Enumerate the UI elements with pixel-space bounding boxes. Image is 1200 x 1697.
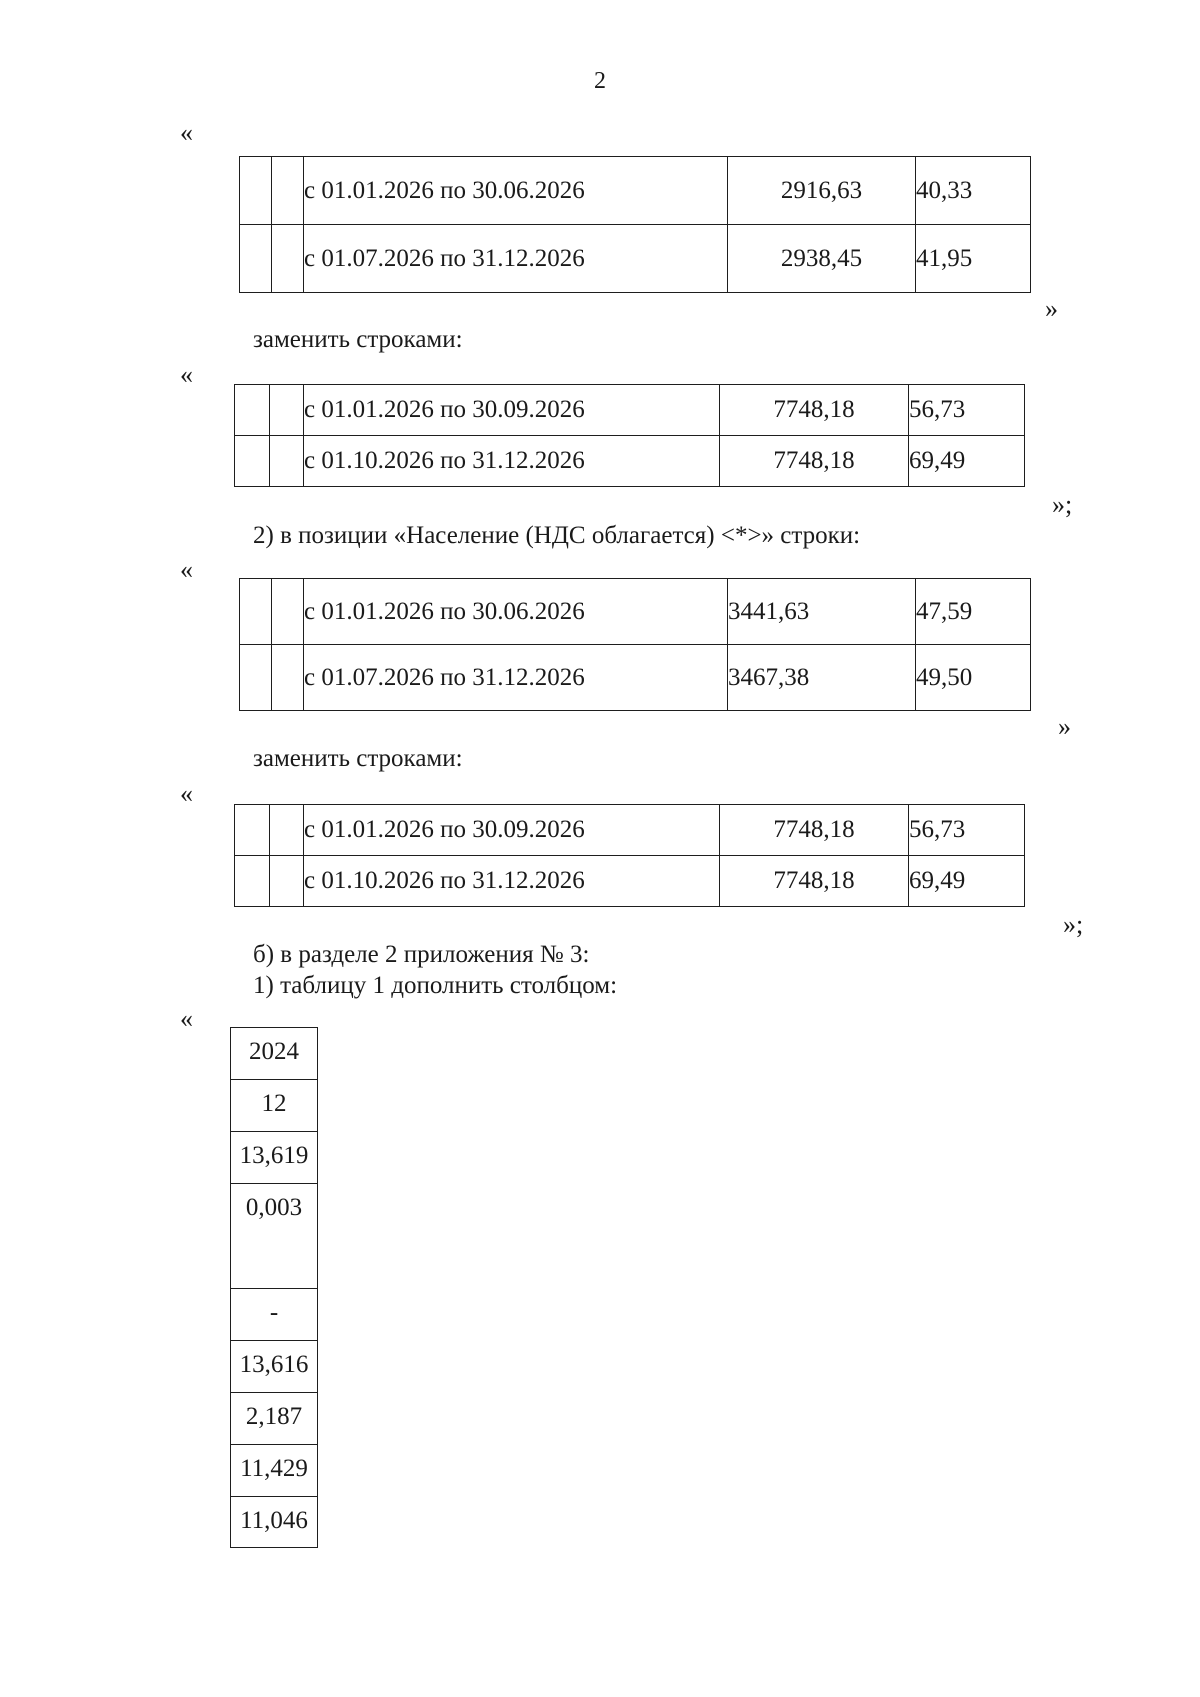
table-row bbox=[235, 385, 1025, 436]
close-quote-semicolon: »; bbox=[1052, 490, 1073, 519]
open-quote: « bbox=[180, 118, 193, 147]
close-quote: » bbox=[1045, 294, 1058, 323]
table-row bbox=[231, 1080, 318, 1132]
empty-cell bbox=[240, 645, 272, 711]
period-cell: с 01.07.2026 по 31.12.2026 bbox=[304, 225, 728, 293]
table-row bbox=[240, 157, 1031, 225]
table-row bbox=[231, 1445, 318, 1497]
tariff-table-new-2 bbox=[234, 804, 1025, 907]
additional-column-table bbox=[230, 1027, 318, 1548]
rate-cell: 56,73 bbox=[909, 385, 1025, 436]
tariff-value-cell: 3441,63 bbox=[728, 579, 916, 645]
rate-cell: 41,95 bbox=[916, 225, 1031, 293]
table-row bbox=[240, 225, 1031, 293]
close-quote: » bbox=[1058, 712, 1071, 741]
open-quote: « bbox=[180, 555, 193, 584]
column-cell: 0,003 bbox=[231, 1184, 318, 1289]
open-quote: « bbox=[180, 1004, 193, 1033]
tariff-table-original-2 bbox=[239, 578, 1031, 711]
column-cell: 12 bbox=[231, 1080, 318, 1132]
tariff-value-cell: 2938,45 bbox=[728, 225, 916, 293]
empty-cell bbox=[235, 436, 270, 487]
empty-cell bbox=[272, 579, 304, 645]
tariff-value-cell: 7748,18 bbox=[720, 805, 909, 856]
column-cell: 11,429 bbox=[231, 1445, 318, 1497]
rate-cell: 56,73 bbox=[909, 805, 1025, 856]
tariff-value-cell: 7748,18 bbox=[720, 385, 909, 436]
period-cell: с 01.10.2026 по 31.12.2026 bbox=[304, 436, 720, 487]
period-cell: с 01.01.2026 по 30.09.2026 bbox=[304, 385, 720, 436]
empty-cell bbox=[235, 856, 270, 907]
period-cell: с 01.10.2026 по 31.12.2026 bbox=[304, 856, 720, 907]
page-number: 2 bbox=[594, 68, 606, 94]
table-row bbox=[231, 1289, 318, 1341]
empty-cell bbox=[235, 385, 270, 436]
empty-cell bbox=[270, 436, 304, 487]
tariff-value-cell: 7748,18 bbox=[720, 856, 909, 907]
column-cell: 2024 bbox=[231, 1028, 318, 1080]
empty-cell bbox=[270, 385, 304, 436]
empty-cell bbox=[240, 225, 272, 293]
column-cell: 2,187 bbox=[231, 1393, 318, 1445]
table-row bbox=[231, 1028, 318, 1080]
table-row bbox=[240, 579, 1031, 645]
column-cell: 13,619 bbox=[231, 1132, 318, 1184]
rate-cell: 49,50 bbox=[916, 645, 1031, 711]
column-cell: 11,046 bbox=[231, 1497, 318, 1548]
section-b-paragraph: б) в разделе 2 приложения № 3: bbox=[253, 941, 590, 968]
table-row bbox=[235, 805, 1025, 856]
empty-cell bbox=[235, 805, 270, 856]
column-cell: 13,616 bbox=[231, 1341, 318, 1393]
period-cell: с 01.01.2026 по 30.09.2026 bbox=[304, 805, 720, 856]
rate-cell: 69,49 bbox=[909, 856, 1025, 907]
empty-cell bbox=[272, 645, 304, 711]
open-quote: « bbox=[180, 360, 193, 389]
table-row bbox=[231, 1132, 318, 1184]
period-cell: с 01.01.2026 по 30.06.2026 bbox=[304, 579, 728, 645]
table-row bbox=[231, 1341, 318, 1393]
empty-cell bbox=[270, 805, 304, 856]
period-cell: с 01.01.2026 по 30.06.2026 bbox=[304, 157, 728, 225]
empty-cell bbox=[272, 157, 304, 225]
tariff-value-cell: 2916,63 bbox=[728, 157, 916, 225]
table-row bbox=[231, 1184, 318, 1289]
table-row bbox=[231, 1393, 318, 1445]
table-row bbox=[240, 645, 1031, 711]
tariff-value-cell: 3467,38 bbox=[728, 645, 916, 711]
tariff-value-cell: 7748,18 bbox=[720, 436, 909, 487]
tariff-table-original-1 bbox=[239, 156, 1031, 293]
rate-cell: 69,49 bbox=[909, 436, 1025, 487]
replace-instruction: заменить строками: bbox=[253, 326, 463, 353]
rate-cell: 40,33 bbox=[916, 157, 1031, 225]
open-quote: « bbox=[180, 779, 193, 808]
item-1-paragraph: 1) таблицу 1 дополнить столбцом: bbox=[253, 972, 618, 999]
empty-cell bbox=[270, 856, 304, 907]
item-2-paragraph: 2) в позиции «Население (НДС облагается) <*>» строки: bbox=[253, 522, 861, 549]
rate-cell: 47,59 bbox=[916, 579, 1031, 645]
replace-instruction: заменить строками: bbox=[253, 745, 463, 772]
table-row bbox=[231, 1497, 318, 1548]
close-quote-semicolon: »; bbox=[1063, 910, 1084, 939]
column-cell: - bbox=[231, 1289, 318, 1341]
table-row bbox=[235, 856, 1025, 907]
empty-cell bbox=[240, 579, 272, 645]
table-row bbox=[235, 436, 1025, 487]
empty-cell bbox=[272, 225, 304, 293]
empty-cell bbox=[240, 157, 272, 225]
period-cell: с 01.07.2026 по 31.12.2026 bbox=[304, 645, 728, 711]
tariff-table-new-1 bbox=[234, 384, 1025, 487]
